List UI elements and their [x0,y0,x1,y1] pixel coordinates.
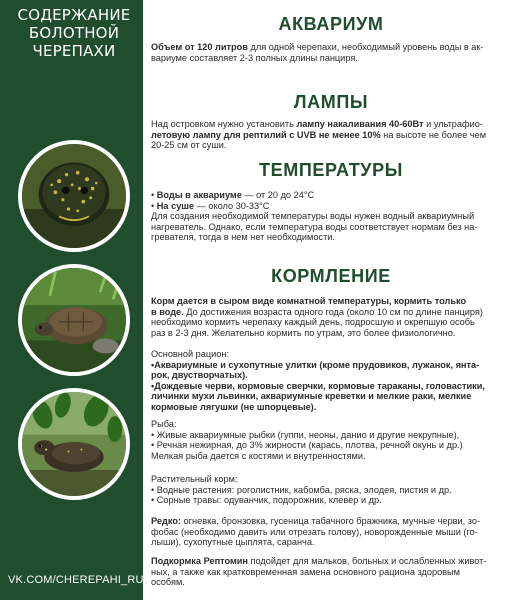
feeding-intro-line-1 [151,296,511,307]
vk-link[interactable]: VK.COM/CHEREPAHI_RU [8,574,144,586]
temperatures-text [151,190,511,243]
feeding-intro-bold-1: Корм дается в сыром виде комнатной температуры, кормить только [151,296,467,306]
turtle-plants-image [22,392,126,496]
rare-line-1-text: огневка, бронзовка, гусеница табачного бражника, мучные черви, зо- [181,516,481,526]
feeding-intro-text-2: До достижения возраста одного года (около 10 см по длине панциря) [183,306,483,317]
lamps-uv-bold: летовую лампу для рептилий с UVB не менее 10% [151,129,381,140]
aquarium-volume-bold: Объем от 120 литров [151,42,248,52]
rare-section [151,516,511,548]
fish-line-3: Мелкая рыба дается с костями и внутренностями. [151,450,366,461]
main-diet-line-5: кормовые лягушки (не шпорцевые). [151,401,317,412]
main-diet-heading: Основной рацион: [151,349,230,359]
temp-water-label: Воды в аквариуме [156,190,242,200]
main-diet-line-1: •Аквариумные и сухопутные улитки (кроме прудовиков, лужанок, янта- [151,359,480,370]
temp-line-2: нагреватель. Однако, если температура воды соответствует нормам без на- [151,221,478,232]
rare-line-2: фобас (необходимо давить или отрезать голову), новорожденные мыши (го- [151,526,478,537]
lamps-line-3: 20-25 см от суши. [151,140,227,151]
aquarium-line-2: вариуме составляет 2-3 полных длины панциря. [151,52,358,63]
fish-line-1: • Живые аквариумные рыбки (гуппи, неоны, данио и другие некрупные), [151,430,511,441]
aquarium-line-1 [151,42,511,53]
plant-heading: Растительный корм: [151,474,238,484]
content [148,0,514,600]
plant-section [151,474,511,506]
turtle-head-image [22,144,126,248]
sidebar [0,0,143,600]
temp-water-value: — от 20 до 24°С [241,190,315,200]
reptomin-line-2: ных, а также как кратковременная замена основного рациона здоровым [151,566,460,577]
rare-line-3: лыши), сухопутные цыплята, саранча. [151,537,315,548]
reptomin-section [151,556,511,588]
feeding-intro-line-2 [151,307,511,318]
feeding-intro [151,296,511,338]
temp-water-bullet [151,190,511,201]
fish-section [151,419,511,461]
lamps-line-1 [151,119,511,130]
temp-line-1: Для создания необходимой температуры воды нужен водный аквариумный [151,211,475,222]
feeding-intro-line-3: необходимо кормить черепаху каждый день, подросшую и окрепшую особь [151,317,475,328]
reptomin-line-1-text: подойдет для мальков, больных и ослабленных живот- [247,556,487,566]
main-diet-line-2: рок, двустворчатых). [151,370,248,381]
reptomin-label: Подкормка Рептомин [151,556,248,566]
temp-land-bullet [151,201,511,212]
reptomin-line-3: особям. [151,577,185,588]
plant-line-2: • Сорные травы: одуванчик, подорожник, клевер и др. [151,495,511,506]
turtle-plants-photo [18,388,130,500]
temp-line-3: гревателя, тогда в нем нет необходимости. [151,232,335,243]
main-diet [151,349,511,413]
turtle-rocks-photo [18,264,130,376]
lamps-line-1-text: Над островком нужно установить [151,119,297,129]
main-diet-line-4: личинки мухи львинки, аквариумные креветки и мелкие раки, мелкие [151,391,472,402]
section-title-feeding: КОРМЛЕНИЕ [271,266,391,286]
feeding-intro-bold-2: в воде. [151,306,184,317]
aquarium-line-1-text: для одной черепахи, необходимый уровень воды в ак- [247,42,484,52]
lamps-incandescent-bold: лампу накаливания 40-60Вт [296,119,424,129]
section-title-temperatures: ТЕМПЕРАТУРЫ [259,160,403,180]
fish-line-2: • Речная нежирная, до 3% жирности (карась, плотва, речной окунь и др.) [151,440,511,451]
reptomin-line-1 [151,556,511,567]
sidebar-title: СОДЕРЖАНИЕ БОЛОТНОЙ ЧЕРЕПАХИ [17,6,131,60]
fish-heading: Рыба: [151,419,177,429]
rare-line-1 [151,516,511,527]
main-diet-line-3: •Дождевые черви, кормовые сверчки, кормовые тараканы, головастики, [151,380,485,391]
turtle-head-photo [18,140,130,252]
lamps-line-1-tail: и ультрафио- [423,119,483,129]
turtle-rocks-image [22,268,126,372]
lamps-line-2-text: на высоте не более чем [380,129,487,140]
section-title-aquarium: АКВАРИУМ [278,14,384,34]
rare-label: Редко: [151,516,181,526]
section-title-lamps: ЛАМПЫ [293,92,369,112]
aquarium-text [151,42,511,63]
feeding-intro-line-4: раз в 2-3 дня. Желательно кормить по утрам, это более физиологично. [151,327,456,338]
temp-land-value: — около 30-33°С [194,200,270,211]
temp-land-label: На суше [156,200,195,211]
lamps-text [151,119,511,151]
plant-line-1: • Водные растения: роголистник, кабомба, ряска, элодея, пистия и др. [151,485,511,496]
lamps-line-2 [151,130,511,141]
